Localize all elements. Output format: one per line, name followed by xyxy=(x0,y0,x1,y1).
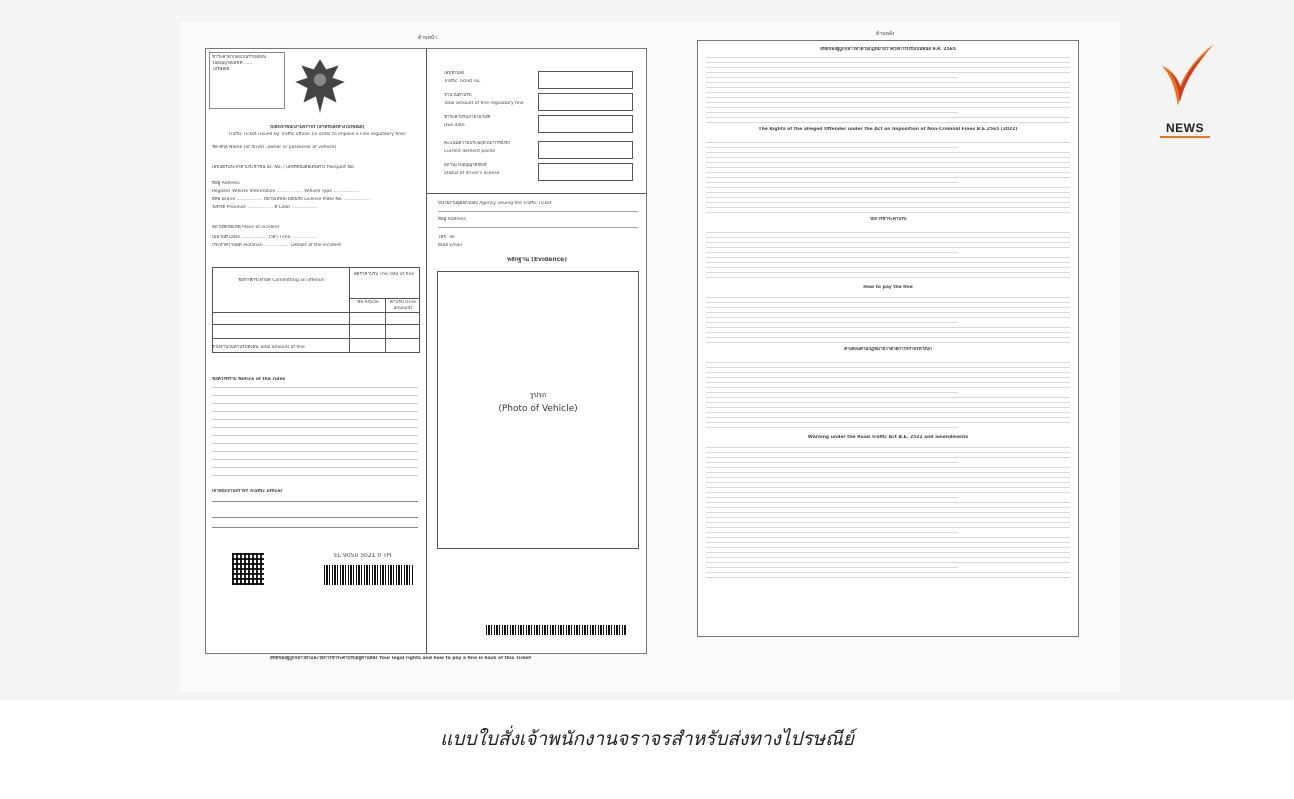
text-line xyxy=(706,72,1070,73)
text-line xyxy=(706,467,1070,468)
text-line xyxy=(706,342,1070,343)
text-line xyxy=(706,382,1070,383)
field-fine-th: จำนวนค่าปรับ xyxy=(444,93,472,98)
text-line xyxy=(706,367,1070,368)
text-line xyxy=(706,92,1070,93)
text-line xyxy=(706,412,1070,413)
ticket-front xyxy=(205,48,647,654)
ticket-no-box xyxy=(538,71,633,89)
text-line xyxy=(706,172,1070,173)
table-sub-article: ข้อ Article xyxy=(357,300,379,305)
back-section3-en: Warning under the Road Traffic Act B.E. 2522 and amendments xyxy=(807,435,969,440)
text-line xyxy=(706,337,1070,338)
due-date-box xyxy=(538,115,633,133)
text-line xyxy=(706,462,958,463)
qr-code xyxy=(232,553,264,585)
text-line xyxy=(706,57,1070,58)
text-line xyxy=(706,507,1070,508)
tel-label: โทร. Tel xyxy=(438,235,455,240)
agency-label: หน่วยงานผู้ออกใบสั่ง Agency issuing the Traffic Ticket xyxy=(438,201,552,206)
text-line xyxy=(706,407,1070,408)
line-9: กระทำความผิด Violation .................. Details of the incident xyxy=(212,243,341,248)
text-line xyxy=(706,257,1070,258)
text-line xyxy=(706,312,1070,313)
text-line xyxy=(706,472,1070,473)
postage-stamp-box: ชำระค่าฝากส่งเป็นรายเดือน ใบอนุญาตเลขที่ ...... ไปรษณีย์ xyxy=(209,52,285,109)
text-line xyxy=(706,247,1070,248)
image-caption: แบบใบสั่งเจ้าพนักงานจราจรสำหรับส่งทางไปรษณีย์ xyxy=(440,728,854,750)
text-line xyxy=(706,332,1070,333)
text-line xyxy=(706,252,958,253)
license-status-box xyxy=(538,163,633,181)
field-due-en: Due date xyxy=(444,123,465,128)
text-line xyxy=(706,297,1070,298)
text-line xyxy=(706,457,1070,458)
title-en: Traffic Ticket issued by Traffic officer (in order to impose a Fine regulatory fine) xyxy=(228,132,406,137)
text-line xyxy=(706,192,1070,193)
text-line xyxy=(706,277,1070,278)
text-line xyxy=(706,427,958,428)
text-line xyxy=(706,557,1070,558)
field-due-th: ชำระค่าปรับภายในวันที่ xyxy=(444,115,491,120)
text-line xyxy=(706,267,1070,268)
line-2: เลขบัตรประจำตัวประชาชน ID. No. / เลขที่หนังสือเดินทาง Passport No. xyxy=(212,165,355,170)
ticket-back xyxy=(697,40,1079,637)
text-line xyxy=(706,392,958,393)
text-line xyxy=(706,147,958,148)
text-line xyxy=(706,317,1070,318)
text-line xyxy=(706,497,958,498)
field-ticket-no-en: Traffic Ticket no. xyxy=(444,79,481,84)
text-line xyxy=(706,577,1070,578)
text-line xyxy=(706,197,1070,198)
text-line xyxy=(706,307,1070,308)
table-sub-fine: ค่าปรับ (Fine amount) xyxy=(390,300,416,311)
text-line xyxy=(706,272,1070,273)
back-section3-th: คำเตือนตามกฎหมายว่าด้วยการจราจรทางบก xyxy=(844,347,932,352)
back-section2-th: วิธีการชำระค่าปรับ xyxy=(869,217,907,222)
points-box xyxy=(538,141,633,159)
table-header-fine: อัตราค่าปรับ The rate of fine xyxy=(353,272,415,277)
text-line xyxy=(706,482,1070,483)
field-fine-en: Total amount of fine regulatory fine xyxy=(444,101,524,106)
back-section2-en: How to pay the fine xyxy=(863,285,913,290)
field-ticket-no-th: เลขที่ใบสั่ง xyxy=(444,71,465,76)
line-6: จังหวัด Province .................. สี Color .................. xyxy=(212,205,318,210)
text-line xyxy=(706,387,1070,388)
title-th: ใบสั่งเจ้าพนักงานจราจร (สำหรับส่งทางไปรษณีย์) xyxy=(269,125,365,130)
photo-label-en: (Photo of Vehicle) xyxy=(498,404,578,414)
text-line xyxy=(706,177,1070,178)
text-line xyxy=(706,477,1070,478)
garuda-emblem-icon xyxy=(289,55,351,117)
text-line xyxy=(706,422,1070,423)
ticket-footer: สิทธิของผู้ถูกกล่าวหาและวิธีการชำระค่าปรับอยู่ด้านหลัง Your legal rights and how to pay a fine is back of this Ticket xyxy=(270,656,532,661)
text-line xyxy=(706,167,1070,168)
text-line xyxy=(706,572,1070,573)
field-license-en: Status of driver's license xyxy=(444,171,500,176)
text-line xyxy=(706,522,1070,523)
text-line xyxy=(706,552,1070,553)
line-4: Register Vehicle Information .................. Vehicle Type .................. xyxy=(212,189,360,194)
line-3: ที่อยู่ Address xyxy=(212,181,240,186)
line-7: สถานที่เกิดเหตุ Place of incident xyxy=(212,225,280,230)
email-label: อีเมล Email xyxy=(438,243,462,248)
photo-label-th: รูปรถ xyxy=(529,391,547,399)
text-line xyxy=(706,262,1070,263)
text-line xyxy=(706,237,1070,238)
text-line xyxy=(706,142,1070,143)
text-line xyxy=(706,202,1070,203)
back-title-th: สิทธิของผู้ถูกกล่าวหาตามกฎหมายว่าด้วยการปรับเป็นพินัย พ.ศ. 2565 xyxy=(820,47,956,52)
fine-box xyxy=(538,93,633,111)
text-line xyxy=(706,397,1070,398)
text-line xyxy=(706,452,1070,453)
text-line xyxy=(706,417,1070,418)
text-line xyxy=(706,447,1070,448)
evidence-label: หลักฐาน (Evidence) xyxy=(507,257,567,263)
text-line xyxy=(706,162,1070,163)
text-line xyxy=(706,187,1070,188)
text-line xyxy=(706,122,1070,123)
barcode xyxy=(324,565,414,585)
text-line xyxy=(706,517,1070,518)
text-line xyxy=(706,232,1070,233)
text-line xyxy=(706,537,1070,538)
text-line xyxy=(706,532,958,533)
text-line xyxy=(706,512,1070,513)
text-line xyxy=(706,97,1070,98)
serial-number: EL 9050 5021 0 TH xyxy=(334,553,392,559)
text-line xyxy=(706,117,1070,118)
line-8: เมื่อวันที่ Date .................. เวลา Time .................. xyxy=(212,235,318,240)
text-line xyxy=(706,327,1070,328)
news-underline xyxy=(1160,136,1210,138)
text-line xyxy=(706,62,1070,63)
text-line xyxy=(706,82,1070,83)
text-line xyxy=(706,87,1070,88)
text-line xyxy=(706,107,1070,108)
back-side-label: ด้านหลัง xyxy=(876,31,895,37)
offence-table xyxy=(212,267,420,353)
table-header-offense: ข้อหาที่กระทำผิด Committing an offence xyxy=(238,278,324,283)
field-license-th: สถานะใบอนุญาตขับขี่ xyxy=(444,163,487,168)
text-line xyxy=(706,547,1070,548)
text-line xyxy=(706,242,1070,243)
bottom-barcode xyxy=(486,625,626,635)
news-logo-text: NEWS xyxy=(1166,121,1204,135)
text-line xyxy=(706,487,1070,488)
text-line xyxy=(706,77,958,78)
field-points-en: Current demerit points xyxy=(444,149,496,154)
text-line xyxy=(706,67,1070,68)
back-title-en: The Rights of the alleged Offender under the Act on Imposition of Non-Criminal Fines B.E.2565 (2022) xyxy=(758,127,1018,132)
front-side-label: ด้านหน้า xyxy=(418,35,437,41)
text-line xyxy=(706,542,1070,543)
officer-sign-label: เจ้าพนักงานจราจร Traffic officer xyxy=(212,489,283,494)
vehicle-photo-box xyxy=(437,271,639,549)
text-line xyxy=(706,502,1070,503)
line-1: ชื่อ-สกุล Name (of driver, owner or possessor of vehicle) xyxy=(212,145,337,150)
text-line xyxy=(706,182,958,183)
text-line xyxy=(706,567,958,568)
text-line xyxy=(706,207,1070,208)
text-line xyxy=(706,112,958,113)
text-line xyxy=(706,372,1070,373)
text-line xyxy=(706,492,1070,493)
text-line xyxy=(706,562,1070,563)
text-line xyxy=(706,402,1070,403)
total-fine-label: รวมจำนวนค่าปรับทั้งสิ้น Total amount of fine xyxy=(212,345,305,350)
line-5: ยี่ห้อ Brand .................. หมายเลขทะเบียนรถ License Plate No. .................. xyxy=(212,197,371,202)
agency-address-label: ที่อยู่ Address xyxy=(438,217,466,222)
notice-label: ข้อควรทราบ Notice of the rules xyxy=(212,377,286,382)
text-line xyxy=(706,302,1070,303)
text-line xyxy=(706,157,1070,158)
text-line xyxy=(706,152,1070,153)
text-line xyxy=(706,322,958,323)
text-line xyxy=(706,212,1070,213)
text-line xyxy=(706,362,1070,363)
text-line xyxy=(706,377,1070,378)
field-points-th: คะแนนความประพฤติในการขับรถ xyxy=(444,141,510,146)
text-line xyxy=(706,527,1070,528)
text-line xyxy=(706,102,1070,103)
